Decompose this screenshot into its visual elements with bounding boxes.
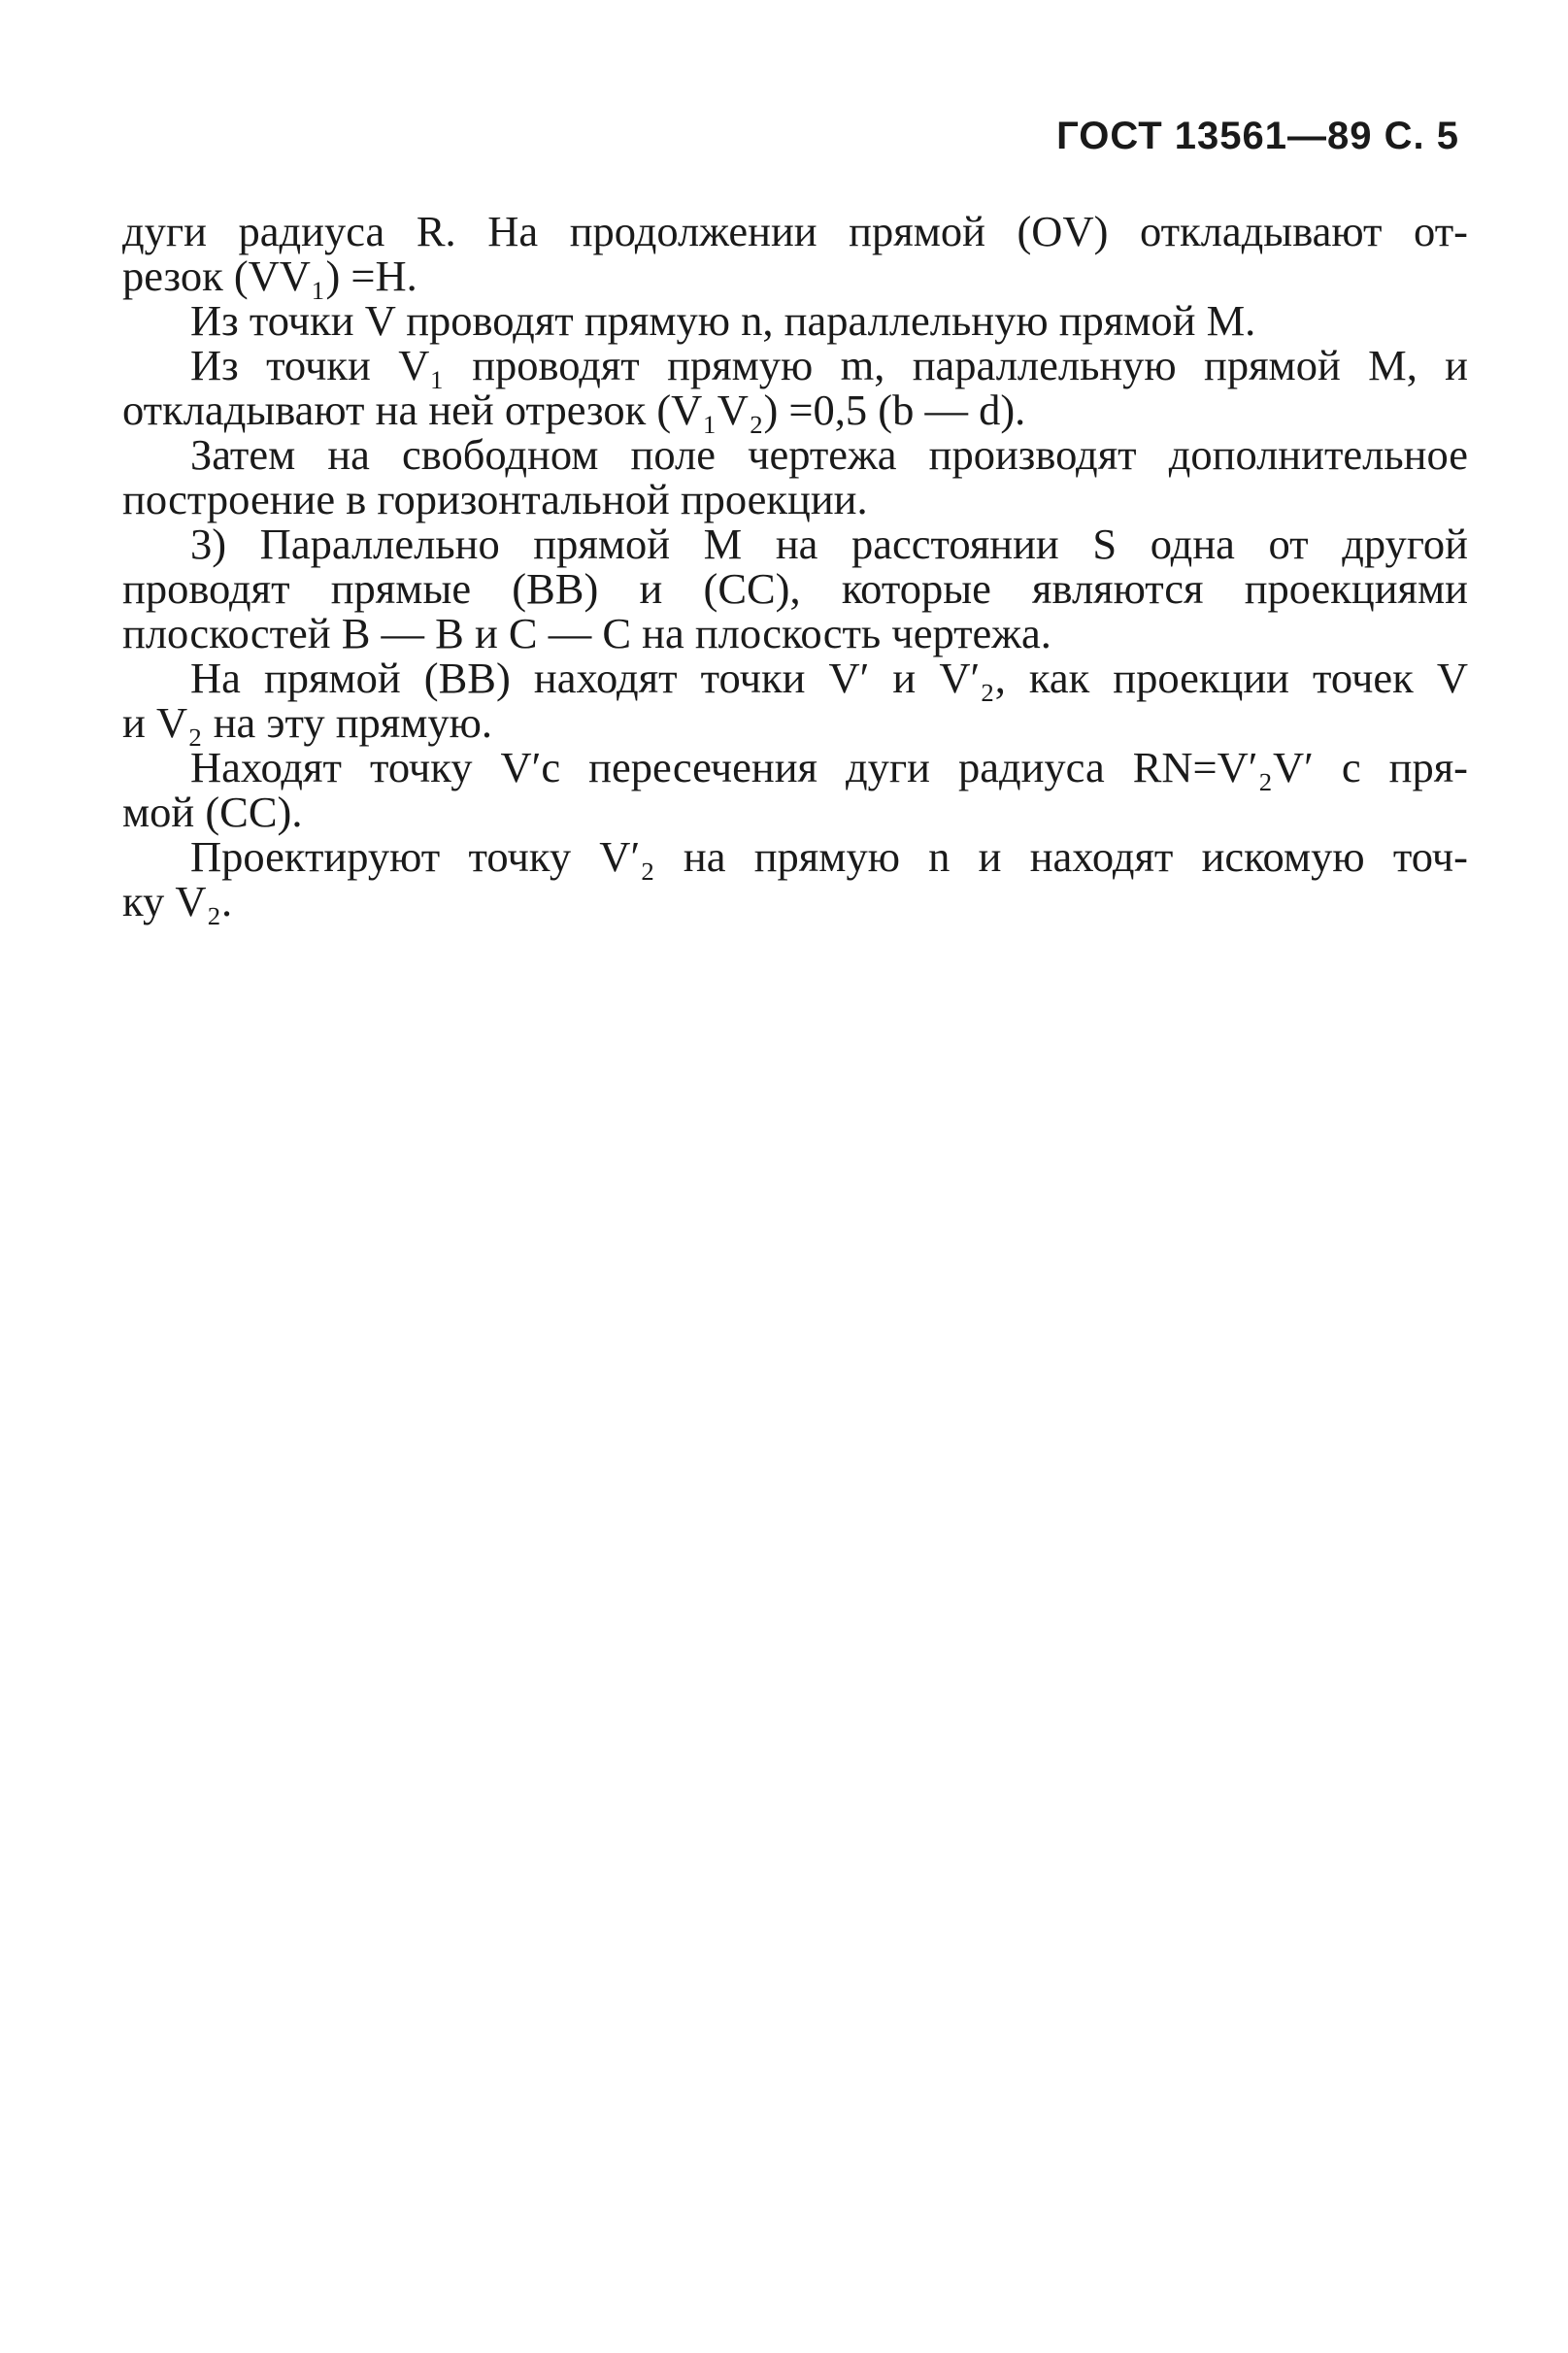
text-line: На прямой (BB) находят точки V′ и V′₂, как проекции точек V [190,654,1468,702]
body-text [122,209,1468,924]
text-line: Затем на свободном поле чертежа производят дополнительное [190,430,1468,479]
text-line: Находят точку V′c пересечения дуги радиуса RN=V′₂V′ с пря- [190,743,1468,791]
text-line: 3) Параллельно прямой M на расстоянии S одна от другой [190,520,1468,568]
text-line: Из точки V проводят прямую n, параллельную прямой M. [190,296,1256,345]
text-line: построение в горизонтальной проекции. [122,475,868,523]
text-line: откладывают на ней отрезок (V₁V₂) =0,5 (b — d). [122,386,1026,434]
text-line: ку V₂. [122,877,233,925]
text-line: Проектируют точку V′₂ на прямую n и находят искомую точ- [190,832,1468,881]
text-line: мой (CC). [122,788,303,836]
text-line: дуги радиуса R. На продолжении прямой (OV) откладывают от- [122,207,1468,255]
text-line: плоскостей B — B и C — C на плоскость чертежа. [122,609,1051,657]
text-line: резок (VV₁) =H. [122,252,417,300]
text-line: Из точки V₁ проводят прямую m, параллельную прямой M, и [190,341,1468,389]
running-head: ГОСТ 13561—89 С. 5 [1056,115,1459,157]
text-line: проводят прямые (BB) и (CC), которые являются проекциями [122,564,1468,613]
text-line: и V₂ на эту прямую. [122,698,493,747]
